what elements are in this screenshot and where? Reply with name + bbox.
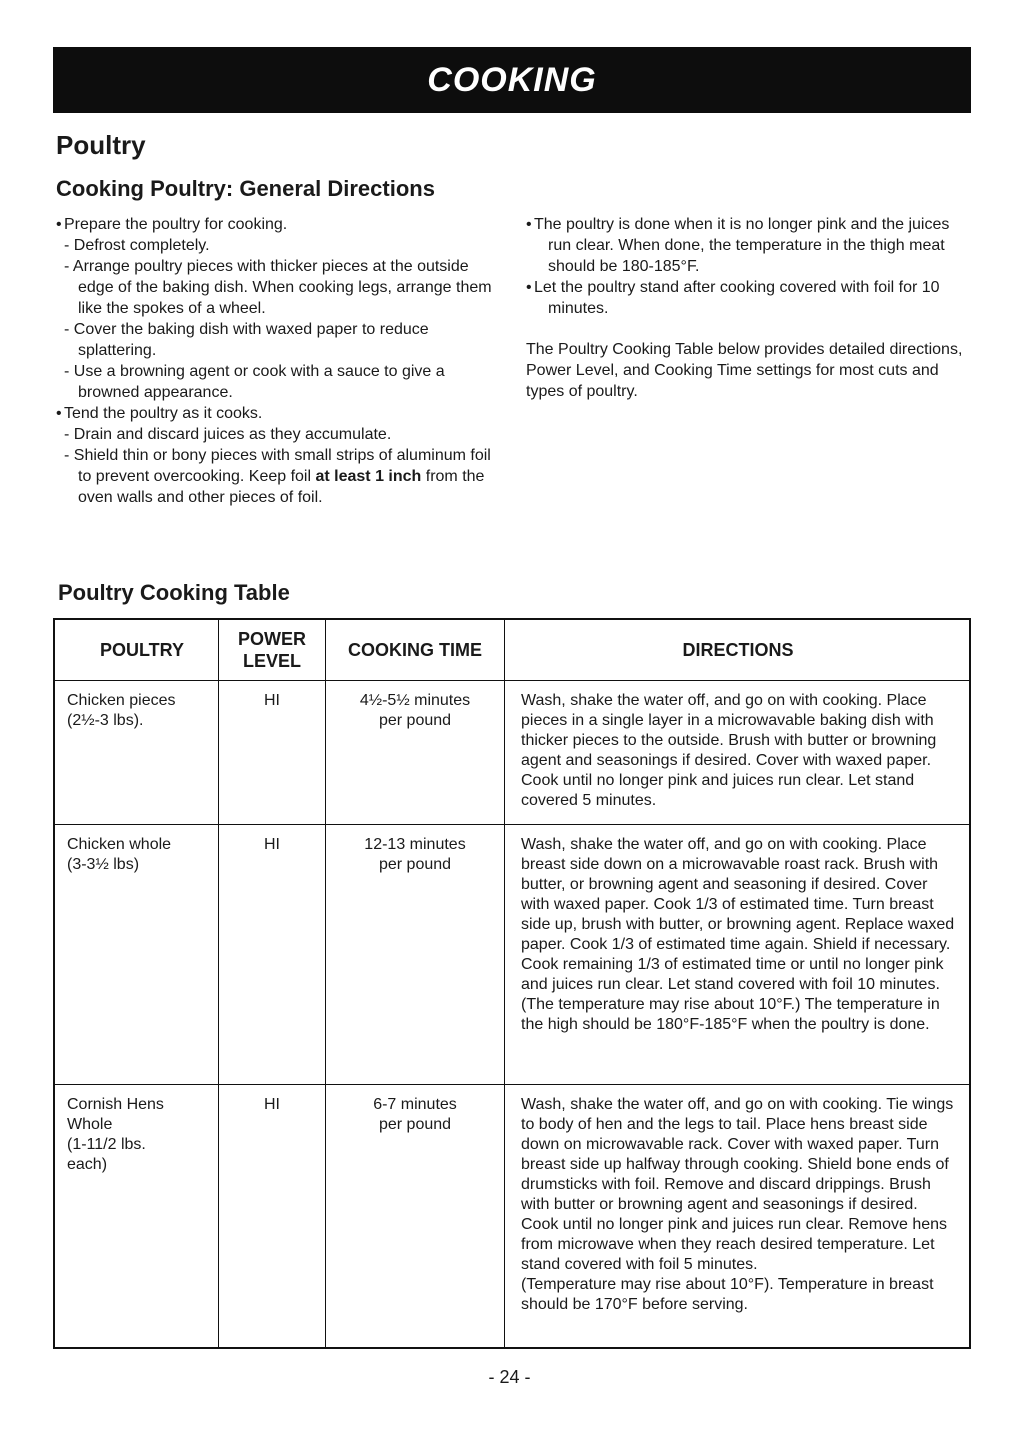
table-row	[54, 681, 970, 825]
cell-poultry: Chicken whole (3-3½ lbs)	[54, 825, 219, 1085]
step-cover: - Cover the baking dish with waxed paper to reduce splattering.	[56, 319, 506, 361]
table-row	[54, 1085, 970, 1349]
cell-poultry: Chicken pieces (2½-3 lbs).	[54, 681, 219, 825]
table-title: Poultry Cooking Table	[58, 580, 290, 605]
cell-time: 4½-5½ minutes per pound	[326, 681, 505, 825]
shield-text-end: from the oven walls and other pieces of foil.	[78, 468, 485, 506]
section-title: Poultry	[56, 130, 146, 160]
cell-time: 12-13 minutes per pound	[326, 825, 505, 1085]
header-poultry: POULTRY	[54, 619, 219, 681]
shield-text-bold: at least 1 inch	[315, 468, 422, 485]
bullet-standing: • Let the poultry stand after cooking covered with foil for 10 minutes.	[526, 277, 976, 319]
step-browning: - Use a browning agent or cook with a sauce to give a browned appearance.	[56, 361, 506, 403]
general-directions-left	[56, 214, 506, 508]
header-power-level: POWER LEVEL	[219, 619, 326, 681]
cell-power: HI	[219, 681, 326, 825]
banner-title: COOKING	[427, 60, 597, 99]
table-row	[54, 825, 970, 1085]
table-header-row	[54, 619, 970, 681]
header-cooking-time: COOKING TIME	[326, 619, 505, 681]
cell-poultry: Cornish Hens Whole (1-11/2 lbs. each)	[54, 1085, 219, 1349]
header-banner	[53, 47, 971, 113]
cell-power: HI	[219, 1085, 326, 1349]
bullet-tend: • Tend the poultry as it cooks.	[56, 403, 506, 424]
cell-power: HI	[219, 825, 326, 1085]
step-arrange: - Arrange poultry pieces with thicker pieces at the outside edge of the baking dish. When cooking legs, arrange them like the spokes of a wheel.	[56, 256, 506, 319]
table-intro-paragraph: The Poultry Cooking Table below provides detailed directions, Power Level, and Cooking Time settings for most cuts and types of poultry.	[526, 341, 963, 400]
bullet-prepare: • Prepare the poultry for cooking.	[56, 214, 506, 235]
cell-directions: Wash, shake the water off, and go on with cooking. Tie wings to body of hen and the legs to tail. Place hens breast side down on microwavable rack. Cover with waxed paper. Turn breast side up halfway through cooking. Shield bone ends of drumsticks with foil. Remove and discard drippings. Brush with butter or browning agent and seasonings if desired. Cook until no longer pink and juices run clear. Remove hens from microwave when they reach desired temperature. Let stand covered with foil 5 minutes. (Temperature may rise about 10°F). Temperature in breast should be 170°F before serving.	[505, 1085, 971, 1349]
step-drain: - Drain and discard juices as they accumulate.	[56, 424, 506, 445]
bullet-doneness: • The poultry is done when it is no longer pink and the juices run clear. When done, the temperature in the thigh meat should be 180-185°F.	[526, 214, 976, 277]
cell-directions: Wash, shake the water off, and go on with cooking. Place breast side down on a microwavable roast rack. Brush with butter, or browning agent and seasoning if desired. Cover with waxed paper. Cook 1/3 of estimated time. Turn breast side up, brush with butter, or browning agent. Replace waxed paper. Cook 1/3 of estimated time again. Shield if necessary. Cook remaining 1/3 of estimated time or until no longer pink and juices run clear. Let stand covered with foil 10 minutes. (The temperature may rise about 10°F.) The temperature in the high should be 180°F-185°F when the poultry is done.	[505, 825, 971, 1085]
subsection-title: Cooking Poultry: General Directions	[56, 176, 435, 201]
step-defrost: - Defrost completely.	[56, 235, 506, 256]
cell-directions: Wash, shake the water off, and go on with cooking. Place pieces in a single layer in a microwavable baking dish with thicker pieces to the outside. Brush with butter or browning agent and seasonings if desired. Cover with waxed paper. Cook until no longer pink and juices run clear. Let stand covered 5 minutes.	[505, 681, 971, 825]
shield-text-start: Shield thin or bony pieces with small strips of aluminum foil to prevent overcooking. Keep foil	[73, 447, 491, 485]
step-shield	[56, 445, 506, 508]
cell-time: 6-7 minutes per pound	[326, 1085, 505, 1349]
header-directions: DIRECTIONS	[505, 619, 971, 681]
general-directions-right	[526, 214, 976, 402]
poultry-cooking-table	[53, 618, 971, 1349]
page-number: - 24 -	[488, 1367, 531, 1387]
